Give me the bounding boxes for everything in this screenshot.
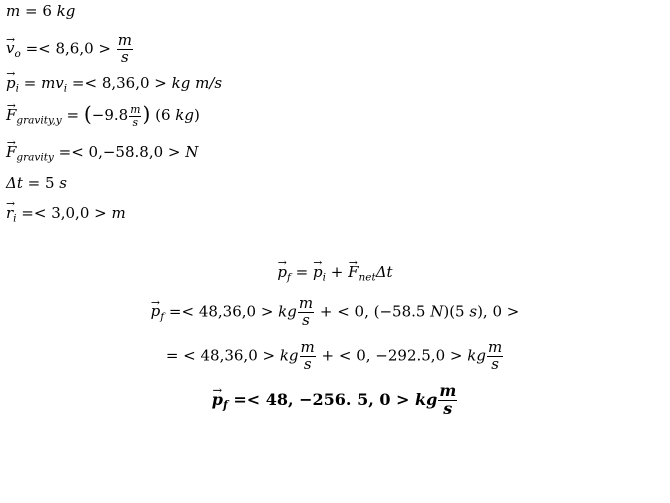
evaluated-unit-numerator-2: m xyxy=(487,338,503,356)
substitution-unit-denominator: s xyxy=(302,310,310,329)
evaluated-unit-denominator-2: s xyxy=(491,354,499,373)
final-vector: =< 48, −256. 5, 0 > xyxy=(227,389,416,409)
gravity-symbol: → F xyxy=(6,145,16,160)
substitution-impulse-open: + < 0, (−58.5 xyxy=(315,302,431,321)
momentum-expression-subscript: i xyxy=(63,82,68,95)
gravity-unit-denominator: s xyxy=(132,115,139,129)
time-unit: s xyxy=(59,174,67,192)
initial-velocity-line xyxy=(6,33,134,66)
pi-subscript: i xyxy=(322,271,326,284)
position-vector: =< 3,0,0 > xyxy=(16,204,112,222)
time-interval-line xyxy=(6,176,67,191)
gravity-mass-unit: kg xyxy=(175,106,194,124)
gravity-unit: N xyxy=(185,143,199,161)
final-unit-fraction xyxy=(438,383,457,418)
time-value: 5 xyxy=(44,174,60,192)
evaluated-unit-numerator-1: m xyxy=(300,338,315,356)
position-symbol: → r xyxy=(6,206,13,221)
mass-symbol: m xyxy=(6,2,21,20)
gravity-y-subscript: gravity,y xyxy=(16,114,62,127)
fnet-symbol: → F xyxy=(348,265,358,280)
momentum-symbol: → p xyxy=(6,76,16,91)
right-paren: ) xyxy=(142,102,151,126)
velocity-vector: =< 8,6,0 > xyxy=(20,39,116,58)
delta-t: Δt xyxy=(375,263,393,281)
mass-value: 6 xyxy=(42,2,57,20)
pf-symbol: → p xyxy=(212,392,223,408)
gravity-unit-numerator: m xyxy=(130,103,141,117)
pi-symbol: → p xyxy=(313,265,323,280)
momentum-unit: kg m/s xyxy=(171,74,223,92)
evaluated-kg-1: kg xyxy=(279,346,299,365)
evaluated-unit-fraction-1 xyxy=(300,340,316,373)
initial-momentum-line xyxy=(6,74,223,95)
gravity-force-line xyxy=(6,143,199,164)
substitution-unit-numerator: m xyxy=(298,294,314,312)
evaluated-initial: = < 48,36,0 > xyxy=(165,346,280,365)
gravity-y-symbol: → F xyxy=(6,108,16,123)
substitution-newton: N xyxy=(430,302,444,321)
momentum-principle-line xyxy=(0,263,670,284)
substitution-kg: kg xyxy=(278,302,297,321)
mass-line xyxy=(6,4,75,19)
pf-subscript: f xyxy=(160,310,165,323)
evaluated-unit-denominator-1: s xyxy=(303,354,312,373)
initial-position-line xyxy=(6,204,126,225)
momentum-subscript: i xyxy=(15,82,19,95)
fnet-subscript: net xyxy=(358,271,376,284)
evaluated-impulse: + < 0, −292.5,0 > xyxy=(316,346,468,365)
gravity-subscript: gravity xyxy=(16,151,54,164)
pf-symbol: → p xyxy=(277,265,287,280)
gravity-coefficient: −9.8 xyxy=(91,106,129,124)
evaluated-line xyxy=(0,340,670,373)
velocity-unit-numerator: m xyxy=(117,31,132,49)
momentum-expression: mv xyxy=(41,74,64,92)
principle-equals: = xyxy=(290,263,314,281)
substitution-seconds: s xyxy=(469,302,478,321)
final-answer-line xyxy=(0,383,670,418)
final-unit-denominator: s xyxy=(443,398,453,418)
evaluated-kg-2: kg xyxy=(467,346,486,365)
substitution-time-open: )(5 xyxy=(443,302,470,321)
substitution-initial: =< 48,36,0 > xyxy=(164,302,279,321)
gravity-mass-close: ) xyxy=(194,106,200,124)
left-paren: ( xyxy=(83,102,92,126)
mass-unit: kg xyxy=(56,2,76,20)
pf-subscript: f xyxy=(222,397,228,412)
substitution-line xyxy=(0,296,670,329)
substitution-close: ), 0 > xyxy=(477,302,520,321)
gravity-y-equals: = xyxy=(61,106,84,124)
velocity-symbol: → v xyxy=(6,41,14,56)
gravity-unit-fraction xyxy=(129,104,141,128)
velocity-unit-denominator: s xyxy=(121,47,129,66)
mass-equals: = xyxy=(20,2,43,20)
final-kg: kg xyxy=(415,389,438,409)
gravity-mass-open: (6 xyxy=(150,106,176,124)
momentum-equals: = xyxy=(18,74,42,92)
gravity-y-line xyxy=(6,104,200,128)
pf-subscript: f xyxy=(287,271,291,284)
velocity-subscript: o xyxy=(14,47,21,60)
position-subscript: i xyxy=(13,212,17,225)
principle-plus: + xyxy=(325,263,349,281)
final-unit-numerator: m xyxy=(439,381,457,400)
evaluated-unit-fraction-2 xyxy=(487,340,503,373)
pf-symbol: → p xyxy=(151,304,161,319)
velocity-unit-fraction xyxy=(117,33,133,66)
substitution-unit-fraction xyxy=(298,296,314,329)
time-equals: = xyxy=(22,174,45,192)
momentum-vector: =< 8,36,0 > xyxy=(67,74,172,92)
time-symbol: Δt xyxy=(6,174,23,192)
position-unit: m xyxy=(111,204,126,222)
gravity-vector: =< 0,−58.8,0 > xyxy=(53,143,186,161)
